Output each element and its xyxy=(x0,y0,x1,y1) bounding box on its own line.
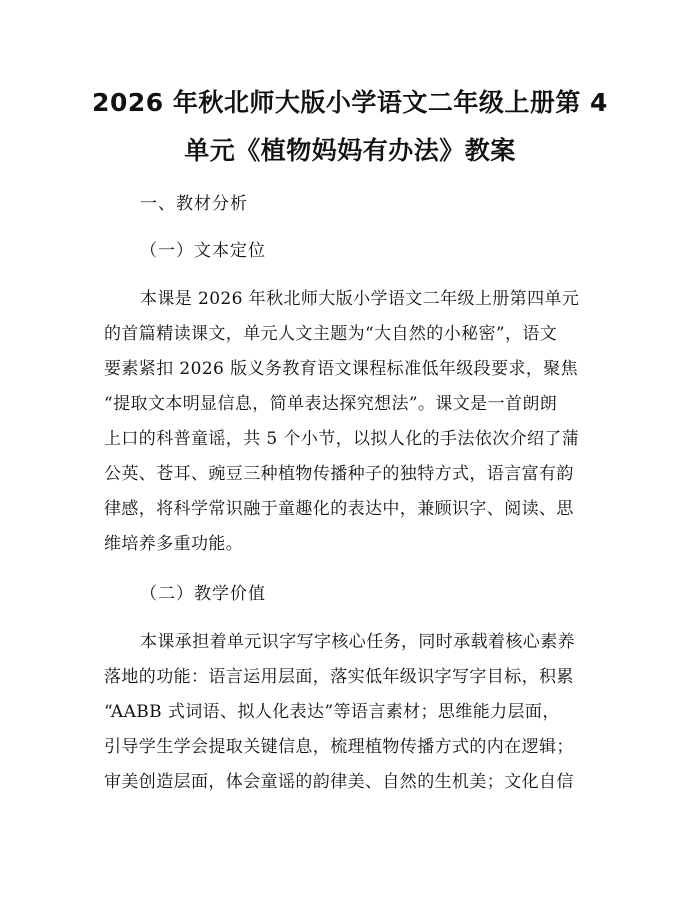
paragraph-2-line: 落地的功能：语言运用层面，落实低年级识字写字目标，积累 xyxy=(104,667,574,687)
paragraph-1-line: 的首篇精读课文，单元人文主题为“大自然的小秘密”，语文 xyxy=(104,324,558,344)
subsection-heading-text-positioning: （一）文本定位 xyxy=(140,241,266,261)
document-title-line-2: 单元《植物妈妈有办法》教案 xyxy=(184,136,516,165)
subsection-heading-teaching-value: （二）教学价值 xyxy=(140,584,266,604)
paragraph-1-line: 本课是 2026 年秋北师大版小学语文二年级上册第四单元 xyxy=(140,289,580,309)
paragraph-1-line: 律感，将科学常识融于童趣化的表达中，兼顾识字、阅读、思 xyxy=(104,499,574,519)
paragraph-1-line: 公英、苍耳、豌豆三种植物传播种子的独特方式，语言富有韵 xyxy=(104,464,574,484)
paragraph-1-line: 上口的科普童谣，共 5 个小节，以拟人化的手法依次介绍了蒲 xyxy=(104,429,580,449)
paragraph-1-line: 维培养多重功能。 xyxy=(104,534,244,554)
document-title-line-1: 2026 年秋北师大版小学语文二年级上册第 4 xyxy=(92,88,608,117)
paragraph-1-line: 要素紧扣 2026 版义务教育语文课程标准低年级段要求，聚焦 xyxy=(104,359,579,379)
paragraph-2-line: 审美创造层面，体会童谣的韵律美、自然的生机美；文化自信 xyxy=(104,772,574,792)
paragraph-1-line: “提取文本明显信息，简单表达探究想法”。课文是一首朗朗 xyxy=(104,394,558,414)
paragraph-2-line: 引导学生学会提取关键信息，梳理植物传播方式的内在逻辑； xyxy=(104,737,574,757)
paragraph-2-line: “AABB 式词语、拟人化表达”等语言素材；思维能力层面， xyxy=(104,702,560,722)
section-heading-textbook-analysis: 一、教材分析 xyxy=(140,194,248,214)
paragraph-2-line: 本课承担着单元识字写字核心任务，同时承载着核心素养 xyxy=(140,632,575,652)
